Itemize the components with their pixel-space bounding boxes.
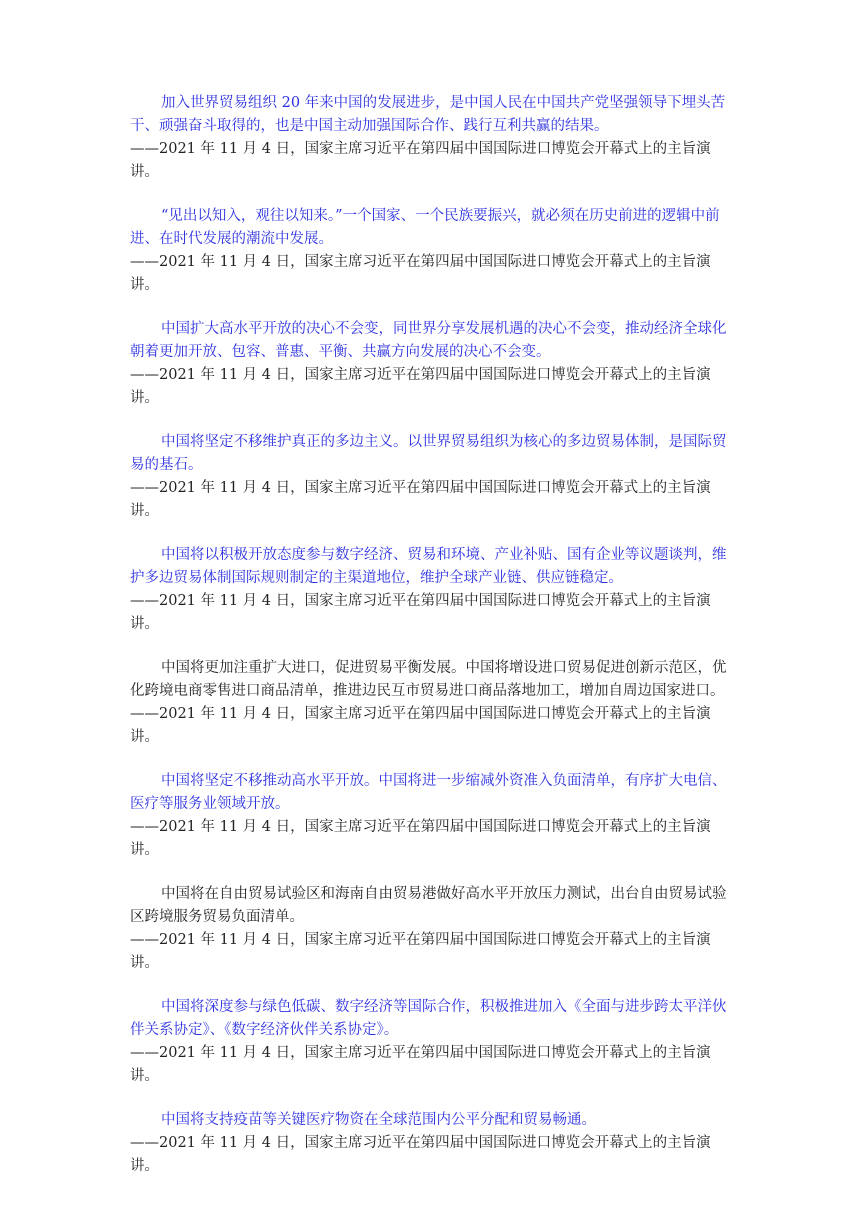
quote-source: ——2021 年 11 月 4 日，国家主席习近平在第四届中国国际进口博览会开幕式上的主旨演讲。 bbox=[130, 254, 711, 293]
quote-block bbox=[130, 318, 732, 410]
quote-source: ——2021 年 11 月 4 日，国家主席习近平在第四届中国国际进口博览会开幕式上的主旨演讲。 bbox=[130, 480, 711, 519]
quote-source: ——2021 年 11 月 4 日，国家主席习近平在第四届中国国际进口博览会开幕式上的主旨演讲。 bbox=[130, 706, 711, 745]
quote-source: ——2021 年 11 月 4 日，国家主席习近平在第四届中国国际进口博览会开幕式上的主旨演讲。 bbox=[130, 593, 711, 632]
quote-text: 中国将更加注重扩大进口，促进贸易平衡发展。中国将增设进口贸易促进创新示范区，优化跨境电商零售进口商品清单，推进边民互市贸易进口商品落地加工，增加自周边国家进口。 bbox=[130, 660, 727, 699]
quote-block bbox=[130, 883, 732, 975]
quote-text: 中国将支持疫苗等关键医疗物资在全球范围内公平分配和贸易畅通。 bbox=[161, 1112, 596, 1128]
quote-text: 中国将坚定不移维护真正的多边主义。以世界贸易组织为核心的多边贸易体制，是国际贸易的基石。 bbox=[130, 434, 727, 473]
quote-text: 中国将坚定不移推动高水平开放。中国将进一步缩减外资准入负面清单，有序扩大电信、医疗等服务业领域开放。 bbox=[130, 773, 727, 812]
quote-text: 中国将以积极开放态度参与数字经济、贸易和环境、产业补贴、国有企业等议题谈判，维护多边贸易体制国际规则制定的主渠道地位，维护全球产业链、供应链稳定。 bbox=[130, 547, 727, 586]
quote-block bbox=[130, 996, 732, 1088]
quote-text: 中国将在自由贸易试验区和海南自由贸易港做好高水平开放压力测试，出台自由贸易试验区跨境服务贸易负面清单。 bbox=[130, 886, 727, 925]
quote-block bbox=[130, 92, 732, 184]
quote-text: “见出以知入，观往以知来。”一个国家、一个民族要振兴，就必须在历史前进的逻辑中前进、在时代发展的潮流中发展。 bbox=[130, 208, 720, 247]
quote-block bbox=[130, 205, 732, 297]
quote-source: ——2021 年 11 月 4 日，国家主席习近平在第四届中国国际进口博览会开幕式上的主旨演讲。 bbox=[130, 932, 711, 971]
quote-source: ——2021 年 11 月 4 日，国家主席习近平在第四届中国国际进口博览会开幕式上的主旨演讲。 bbox=[130, 1045, 711, 1084]
quote-source: ——2021 年 11 月 4 日，国家主席习近平在第四届中国国际进口博览会开幕式上的主旨演讲。 bbox=[130, 367, 711, 406]
document-page bbox=[130, 92, 732, 1199]
quote-text: 中国扩大高水平开放的决心不会变，同世界分享发展机遇的决心不会变，推动经济全球化朝着更加开放、包容、普惠、平衡、共赢方向发展的决心不会变。 bbox=[130, 321, 727, 360]
quote-block bbox=[130, 770, 732, 862]
quote-text: 中国将深度参与绿色低碳、数字经济等国际合作，积极推进加入《全面与进步跨太平洋伙伴关系协定》、《数字经济伙伴关系协定》。 bbox=[130, 999, 727, 1038]
quote-block bbox=[130, 657, 732, 749]
quote-source: ——2021 年 11 月 4 日，国家主席习近平在第四届中国国际进口博览会开幕式上的主旨演讲。 bbox=[130, 141, 711, 180]
quote-text: 加入世界贸易组织 20 年来中国的发展进步，是中国人民在中国共产党坚强领导下埋头苦干、顽强奋斗取得的，也是中国主动加强国际合作、践行互利共赢的结果。 bbox=[130, 95, 726, 134]
quote-block bbox=[130, 544, 732, 636]
quote-source: ——2021 年 11 月 4 日，国家主席习近平在第四届中国国际进口博览会开幕式上的主旨演讲。 bbox=[130, 819, 711, 858]
quote-source: ——2021 年 11 月 4 日，国家主席习近平在第四届中国国际进口博览会开幕式上的主旨演讲。 bbox=[130, 1135, 711, 1174]
quote-block bbox=[130, 1109, 732, 1178]
quote-block bbox=[130, 431, 732, 523]
